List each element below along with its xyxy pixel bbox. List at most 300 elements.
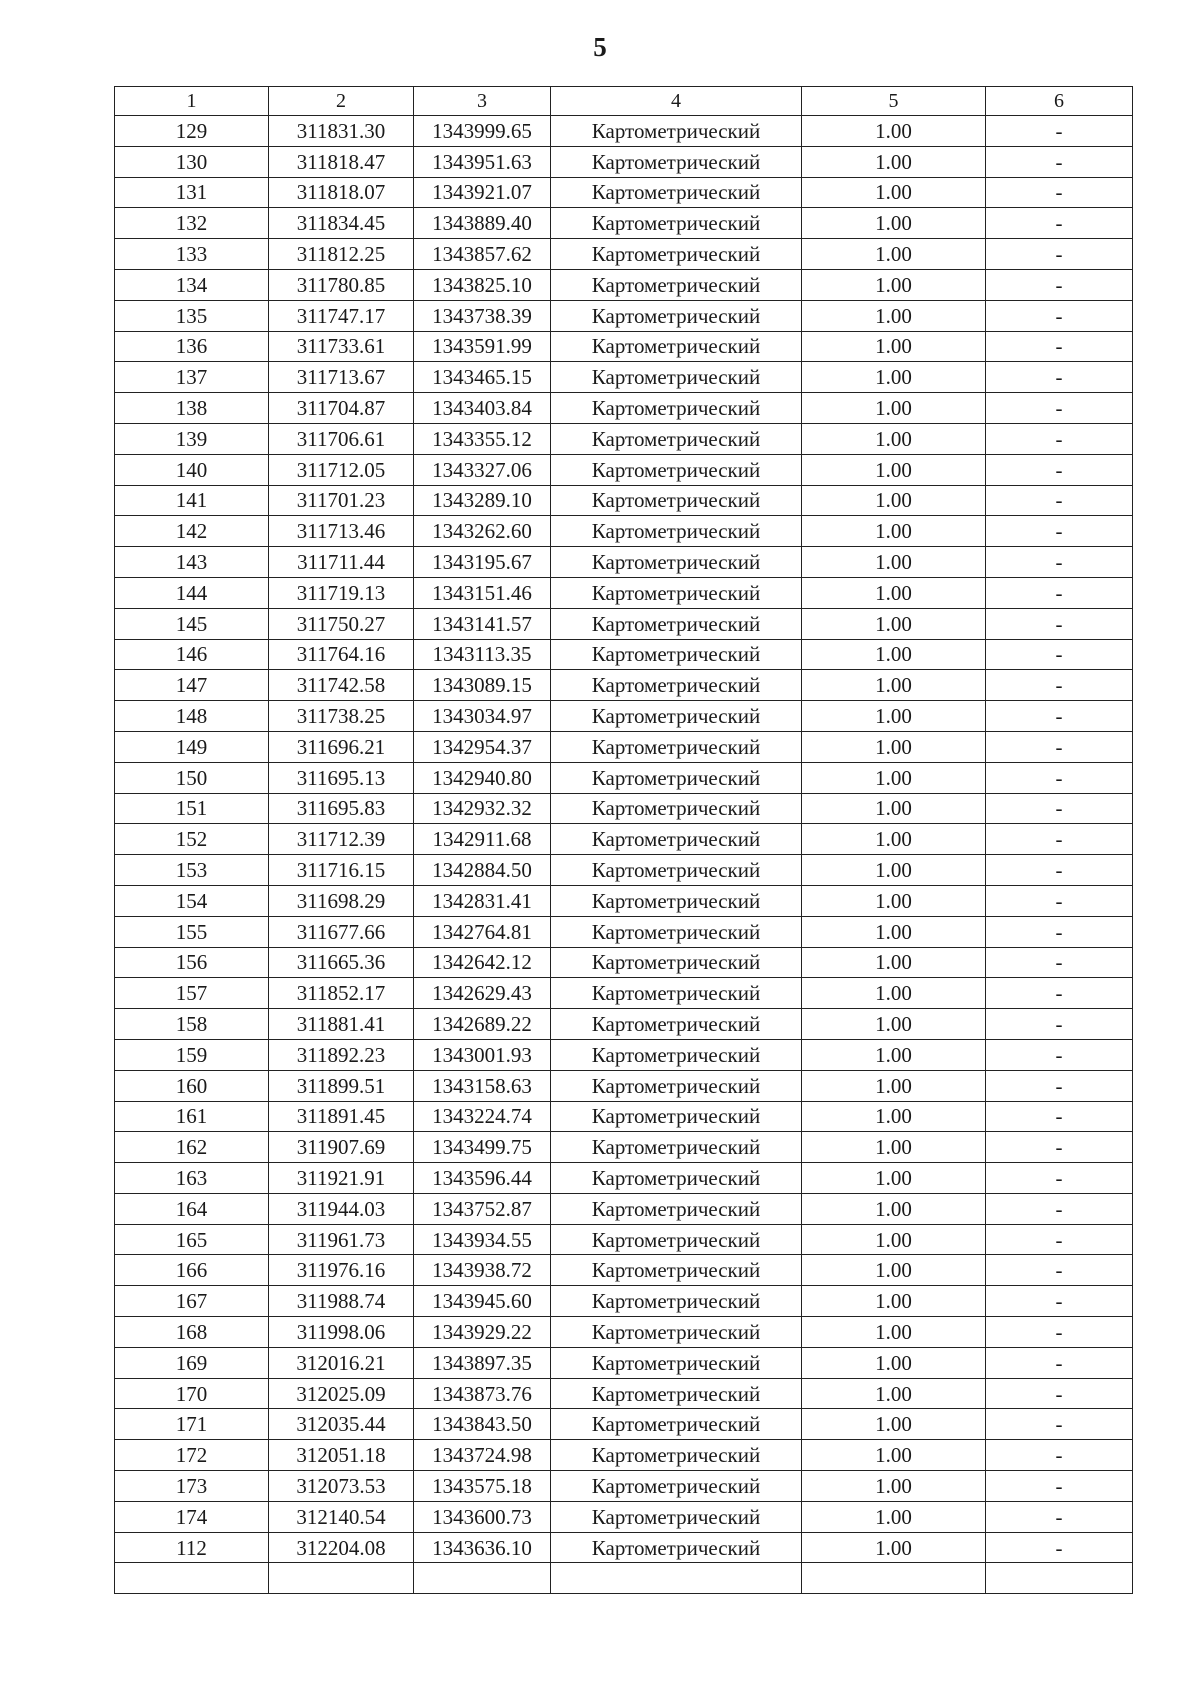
- cell-x: 311907.69: [269, 1132, 414, 1163]
- cell-accuracy: 1.00: [802, 639, 986, 670]
- cell-y: 1342911.68: [414, 824, 551, 855]
- cell-description: -: [986, 1193, 1133, 1224]
- cell-description: -: [986, 516, 1133, 547]
- table-row: [115, 701, 1133, 732]
- cell-point-number: 137: [115, 362, 269, 393]
- cell-method: Картометрический: [551, 793, 802, 824]
- cell-point-number: 165: [115, 1224, 269, 1255]
- cell-point-number: 140: [115, 454, 269, 485]
- cell-accuracy: 1.00: [802, 824, 986, 855]
- cell-y: 1343499.75: [414, 1132, 551, 1163]
- cell-x: 311818.47: [269, 146, 414, 177]
- cell-accuracy: 1.00: [802, 1132, 986, 1163]
- cell-x: 311695.13: [269, 762, 414, 793]
- cell-method: Картометрический: [551, 855, 802, 886]
- cell-accuracy: 1.00: [802, 239, 986, 270]
- cell-accuracy: 1.00: [802, 670, 986, 701]
- cell-description: -: [986, 701, 1133, 732]
- cell-y: 1343141.57: [414, 608, 551, 639]
- cell-x: 311701.23: [269, 485, 414, 516]
- cell-x: 311716.15: [269, 855, 414, 886]
- cell-point-number: 143: [115, 547, 269, 578]
- cell-description: -: [986, 577, 1133, 608]
- cell-description: -: [986, 239, 1133, 270]
- cell-x: 311750.27: [269, 608, 414, 639]
- cell-y: 1342689.22: [414, 1009, 551, 1040]
- cell-accuracy: 1.00: [802, 1070, 986, 1101]
- cell-point-number: 141: [115, 485, 269, 516]
- cell-accuracy: 1.00: [802, 423, 986, 454]
- cell-x: 311665.36: [269, 947, 414, 978]
- cell-x: 312204.08: [269, 1532, 414, 1563]
- cell-accuracy: 1.00: [802, 1347, 986, 1378]
- table-row: [115, 146, 1133, 177]
- cell-y: 1342932.32: [414, 793, 551, 824]
- table-row: [115, 208, 1133, 239]
- column-header-method: 4: [551, 87, 802, 116]
- cell-method: Картометрический: [551, 146, 802, 177]
- cell-point-number: 168: [115, 1317, 269, 1348]
- cell-x: 311719.13: [269, 577, 414, 608]
- cell-x: 311998.06: [269, 1317, 414, 1348]
- cell-method: Картометрический: [551, 1070, 802, 1101]
- cell-description: -: [986, 454, 1133, 485]
- cell-y: [414, 1563, 551, 1594]
- cell-x: 311713.67: [269, 362, 414, 393]
- column-header-y: 3: [414, 87, 551, 116]
- cell-accuracy: 1.00: [802, 1409, 986, 1440]
- cell-description: -: [986, 1163, 1133, 1194]
- cell-x: 311834.45: [269, 208, 414, 239]
- cell-method: Картометрический: [551, 1101, 802, 1132]
- table-header: [115, 87, 1133, 116]
- cell-x: 311677.66: [269, 916, 414, 947]
- cell-point-number: 158: [115, 1009, 269, 1040]
- cell-description: -: [986, 423, 1133, 454]
- cell-method: Картометрический: [551, 1317, 802, 1348]
- cell-description: -: [986, 1132, 1133, 1163]
- cell-point-number: 157: [115, 978, 269, 1009]
- cell-y: 1343929.22: [414, 1317, 551, 1348]
- cell-method: Картометрический: [551, 731, 802, 762]
- cell-point-number: 112: [115, 1532, 269, 1563]
- table-row: [115, 331, 1133, 362]
- cell-y: 1343945.60: [414, 1286, 551, 1317]
- cell-method: Картометрический: [551, 177, 802, 208]
- cell-description: -: [986, 1224, 1133, 1255]
- cell-y: 1343843.50: [414, 1409, 551, 1440]
- table-row: [115, 639, 1133, 670]
- cell-y: 1343897.35: [414, 1347, 551, 1378]
- cell-accuracy: 1.00: [802, 1039, 986, 1070]
- cell-method: Картометрический: [551, 1224, 802, 1255]
- cell-method: Картометрический: [551, 608, 802, 639]
- cell-accuracy: 1.00: [802, 331, 986, 362]
- cell-method: Картометрический: [551, 1039, 802, 1070]
- cell-description: -: [986, 1101, 1133, 1132]
- cell-description: -: [986, 1286, 1133, 1317]
- cell-description: -: [986, 362, 1133, 393]
- cell-x: 312073.53: [269, 1471, 414, 1502]
- cell-point-number: [115, 1563, 269, 1594]
- table-row: [115, 116, 1133, 147]
- table-row: [115, 577, 1133, 608]
- cell-point-number: 134: [115, 269, 269, 300]
- cell-y: 1342954.37: [414, 731, 551, 762]
- cell-method: Картометрический: [551, 885, 802, 916]
- cell-x: 311696.21: [269, 731, 414, 762]
- cell-description: -: [986, 1070, 1133, 1101]
- cell-y: 1343158.63: [414, 1070, 551, 1101]
- cell-description: -: [986, 916, 1133, 947]
- cell-accuracy: 1.00: [802, 978, 986, 1009]
- cell-y: 1343224.74: [414, 1101, 551, 1132]
- cell-y: 1343752.87: [414, 1193, 551, 1224]
- cell-x: 311881.41: [269, 1009, 414, 1040]
- table-row: [115, 1471, 1133, 1502]
- cell-accuracy: 1.00: [802, 362, 986, 393]
- cell-accuracy: 1.00: [802, 1255, 986, 1286]
- cell-y: 1343262.60: [414, 516, 551, 547]
- cell-y: 1343355.12: [414, 423, 551, 454]
- cell-accuracy: 1.00: [802, 1009, 986, 1040]
- cell-method: Картометрический: [551, 1255, 802, 1286]
- cell-point-number: 147: [115, 670, 269, 701]
- cell-accuracy: 1.00: [802, 701, 986, 732]
- table-row: [115, 1409, 1133, 1440]
- table-body: [115, 116, 1133, 1594]
- cell-point-number: 160: [115, 1070, 269, 1101]
- table-row: [115, 978, 1133, 1009]
- cell-description: -: [986, 639, 1133, 670]
- cell-point-number: 166: [115, 1255, 269, 1286]
- cell-y: 1342884.50: [414, 855, 551, 886]
- cell-description: -: [986, 670, 1133, 701]
- cell-y: 1343934.55: [414, 1224, 551, 1255]
- table-row: [115, 1532, 1133, 1563]
- table-row: [115, 947, 1133, 978]
- cell-x: 311976.16: [269, 1255, 414, 1286]
- cell-accuracy: 1.00: [802, 577, 986, 608]
- cell-accuracy: 1.00: [802, 393, 986, 424]
- cell-y: 1343857.62: [414, 239, 551, 270]
- cell-accuracy: 1.00: [802, 793, 986, 824]
- table-row: [115, 1070, 1133, 1101]
- cell-description: -: [986, 885, 1133, 916]
- cell-x: 311713.46: [269, 516, 414, 547]
- cell-method: Картометрический: [551, 1409, 802, 1440]
- cell-y: 1342831.41: [414, 885, 551, 916]
- cell-point-number: 144: [115, 577, 269, 608]
- cell-x: 311852.17: [269, 978, 414, 1009]
- cell-accuracy: 1.00: [802, 1317, 986, 1348]
- cell-description: -: [986, 762, 1133, 793]
- cell-y: 1343738.39: [414, 300, 551, 331]
- cell-y: 1343195.67: [414, 547, 551, 578]
- cell-description: -: [986, 731, 1133, 762]
- cell-accuracy: 1.00: [802, 1101, 986, 1132]
- cell-y: 1343113.35: [414, 639, 551, 670]
- cell-accuracy: 1.00: [802, 1471, 986, 1502]
- cell-point-number: 155: [115, 916, 269, 947]
- cell-method: Картометрический: [551, 577, 802, 608]
- table-row: [115, 423, 1133, 454]
- cell-y: 1343889.40: [414, 208, 551, 239]
- cell-y: 1342764.81: [414, 916, 551, 947]
- table-row: [115, 793, 1133, 824]
- table-row: [115, 762, 1133, 793]
- cell-y: 1343999.65: [414, 116, 551, 147]
- cell-point-number: 132: [115, 208, 269, 239]
- cell-x: 311780.85: [269, 269, 414, 300]
- cell-method: Картометрический: [551, 1501, 802, 1532]
- table-row: [115, 1317, 1133, 1348]
- cell-point-number: 162: [115, 1132, 269, 1163]
- cell-method: Картометрический: [551, 1532, 802, 1563]
- cell-x: 311706.61: [269, 423, 414, 454]
- cell-point-number: 169: [115, 1347, 269, 1378]
- cell-description: [986, 1563, 1133, 1594]
- cell-method: Картометрический: [551, 208, 802, 239]
- cell-method: Картометрический: [551, 1193, 802, 1224]
- cell-description: -: [986, 1471, 1133, 1502]
- cell-description: -: [986, 146, 1133, 177]
- table-row: [115, 1440, 1133, 1471]
- cell-method: Картометрический: [551, 116, 802, 147]
- table-row: [115, 362, 1133, 393]
- cell-description: -: [986, 947, 1133, 978]
- table-row: [115, 1286, 1133, 1317]
- cell-x: 311961.73: [269, 1224, 414, 1255]
- cell-y: 1343575.18: [414, 1471, 551, 1502]
- cell-method: Картометрический: [551, 1286, 802, 1317]
- cell-description: -: [986, 1532, 1133, 1563]
- cell-x: 312035.44: [269, 1409, 414, 1440]
- cell-accuracy: 1.00: [802, 1193, 986, 1224]
- cell-point-number: 154: [115, 885, 269, 916]
- cell-description: -: [986, 300, 1133, 331]
- cell-accuracy: 1.00: [802, 208, 986, 239]
- cell-point-number: 170: [115, 1378, 269, 1409]
- cell-x: 311711.44: [269, 547, 414, 578]
- cell-x: 311747.17: [269, 300, 414, 331]
- cell-description: -: [986, 331, 1133, 362]
- table-row: [115, 393, 1133, 424]
- cell-point-number: 174: [115, 1501, 269, 1532]
- cell-y: 1343724.98: [414, 1440, 551, 1471]
- cell-y: 1343001.93: [414, 1039, 551, 1070]
- cell-accuracy: 1.00: [802, 885, 986, 916]
- cell-x: 311899.51: [269, 1070, 414, 1101]
- cell-method: Картометрический: [551, 1440, 802, 1471]
- cell-point-number: 146: [115, 639, 269, 670]
- cell-description: -: [986, 1039, 1133, 1070]
- cell-method: Картометрический: [551, 978, 802, 1009]
- cell-method: Картометрический: [551, 393, 802, 424]
- column-header-x: 2: [269, 87, 414, 116]
- cell-accuracy: 1.00: [802, 547, 986, 578]
- cell-point-number: 150: [115, 762, 269, 793]
- cell-method: Картометрический: [551, 639, 802, 670]
- table-row: [115, 1378, 1133, 1409]
- cell-point-number: 173: [115, 1471, 269, 1502]
- cell-point-number: 148: [115, 701, 269, 732]
- cell-x: 311892.23: [269, 1039, 414, 1070]
- cell-y: 1343403.84: [414, 393, 551, 424]
- cell-point-number: 171: [115, 1409, 269, 1440]
- table-row: [115, 269, 1133, 300]
- cell-description: -: [986, 547, 1133, 578]
- cell-method: Картометрический: [551, 423, 802, 454]
- cell-y: 1342629.43: [414, 978, 551, 1009]
- table-row: [115, 1501, 1133, 1532]
- cell-method: Картометрический: [551, 947, 802, 978]
- cell-accuracy: 1.00: [802, 146, 986, 177]
- cell-x: 312025.09: [269, 1378, 414, 1409]
- cell-x: 312051.18: [269, 1440, 414, 1471]
- cell-point-number: 130: [115, 146, 269, 177]
- cell-y: 1343591.99: [414, 331, 551, 362]
- cell-point-number: 151: [115, 793, 269, 824]
- table-row: [115, 885, 1133, 916]
- cell-description: -: [986, 824, 1133, 855]
- cell-accuracy: 1.00: [802, 269, 986, 300]
- cell-description: -: [986, 608, 1133, 639]
- cell-method: Картометрический: [551, 1471, 802, 1502]
- cell-x: 311988.74: [269, 1286, 414, 1317]
- cell-point-number: 164: [115, 1193, 269, 1224]
- table-row: [115, 1347, 1133, 1378]
- page-number: 5: [593, 32, 607, 62]
- cell-accuracy: 1.00: [802, 1163, 986, 1194]
- cell-point-number: 133: [115, 239, 269, 270]
- cell-point-number: 156: [115, 947, 269, 978]
- cell-method: Картометрический: [551, 670, 802, 701]
- cell-x: 311812.25: [269, 239, 414, 270]
- cell-y: 1343034.97: [414, 701, 551, 732]
- table-row: [115, 824, 1133, 855]
- cell-method: Картометрический: [551, 269, 802, 300]
- cell-x: 311921.91: [269, 1163, 414, 1194]
- cell-x: 312140.54: [269, 1501, 414, 1532]
- cell-accuracy: 1.00: [802, 916, 986, 947]
- cell-description: -: [986, 978, 1133, 1009]
- coordinates-table: [114, 86, 1133, 1594]
- cell-method: Картометрический: [551, 762, 802, 793]
- cell-method: Картометрический: [551, 701, 802, 732]
- cell-x: 311712.39: [269, 824, 414, 855]
- cell-method: Картометрический: [551, 1347, 802, 1378]
- cell-y: 1342940.80: [414, 762, 551, 793]
- table-row: [115, 239, 1133, 270]
- cell-y: 1343921.07: [414, 177, 551, 208]
- cell-point-number: 153: [115, 855, 269, 886]
- table-row: [115, 1039, 1133, 1070]
- cell-method: Картометрический: [551, 1009, 802, 1040]
- header-row: [115, 87, 1133, 116]
- cell-x: 311742.58: [269, 670, 414, 701]
- cell-y: 1343951.63: [414, 146, 551, 177]
- cell-method: Картометрический: [551, 300, 802, 331]
- cell-point-number: 136: [115, 331, 269, 362]
- cell-accuracy: 1.00: [802, 177, 986, 208]
- cell-x: 311695.83: [269, 793, 414, 824]
- cell-description: -: [986, 393, 1133, 424]
- cell-x: 311818.07: [269, 177, 414, 208]
- cell-x: 311698.29: [269, 885, 414, 916]
- cell-description: -: [986, 269, 1133, 300]
- cell-method: Картометрический: [551, 331, 802, 362]
- cell-description: -: [986, 1347, 1133, 1378]
- cell-y: 1343089.15: [414, 670, 551, 701]
- cell-accuracy: 1.00: [802, 116, 986, 147]
- column-header-accuracy: 5: [802, 87, 986, 116]
- cell-accuracy: 1.00: [802, 454, 986, 485]
- table-row: [115, 547, 1133, 578]
- table-row: [115, 1563, 1133, 1594]
- cell-method: Картометрический: [551, 916, 802, 947]
- cell-point-number: 139: [115, 423, 269, 454]
- cell-method: Картометрический: [551, 824, 802, 855]
- cell-x: 311712.05: [269, 454, 414, 485]
- cell-accuracy: 1.00: [802, 1378, 986, 1409]
- cell-accuracy: 1.00: [802, 731, 986, 762]
- cell-x: 311704.87: [269, 393, 414, 424]
- table-row: [115, 1255, 1133, 1286]
- table-row: [115, 608, 1133, 639]
- cell-accuracy: 1.00: [802, 1501, 986, 1532]
- cell-description: -: [986, 177, 1133, 208]
- cell-description: -: [986, 1009, 1133, 1040]
- table-row: [115, 1163, 1133, 1194]
- cell-method: Картометрический: [551, 1132, 802, 1163]
- table-row: [115, 177, 1133, 208]
- cell-description: -: [986, 1501, 1133, 1532]
- cell-y: 1343873.76: [414, 1378, 551, 1409]
- cell-method: Картометрический: [551, 485, 802, 516]
- table-row: [115, 516, 1133, 547]
- cell-point-number: 142: [115, 516, 269, 547]
- cell-point-number: 163: [115, 1163, 269, 1194]
- table-row: [115, 300, 1133, 331]
- cell-x: 311738.25: [269, 701, 414, 732]
- table-row: [115, 1132, 1133, 1163]
- cell-x: 311944.03: [269, 1193, 414, 1224]
- cell-description: -: [986, 855, 1133, 886]
- cell-point-number: 159: [115, 1039, 269, 1070]
- column-header-point-number: 1: [115, 87, 269, 116]
- cell-method: Картометрический: [551, 547, 802, 578]
- cell-point-number: 152: [115, 824, 269, 855]
- cell-accuracy: 1.00: [802, 1532, 986, 1563]
- cell-accuracy: 1.00: [802, 1440, 986, 1471]
- cell-accuracy: 1.00: [802, 300, 986, 331]
- table-row: [115, 454, 1133, 485]
- cell-description: -: [986, 116, 1133, 147]
- cell-y: 1343596.44: [414, 1163, 551, 1194]
- cell-description: -: [986, 1255, 1133, 1286]
- cell-point-number: 138: [115, 393, 269, 424]
- cell-accuracy: 1.00: [802, 1224, 986, 1255]
- table-row: [115, 485, 1133, 516]
- cell-description: -: [986, 208, 1133, 239]
- cell-y: 1343289.10: [414, 485, 551, 516]
- cell-accuracy: 1.00: [802, 608, 986, 639]
- cell-accuracy: 1.00: [802, 855, 986, 886]
- cell-accuracy: 1.00: [802, 762, 986, 793]
- cell-method: [551, 1563, 802, 1594]
- table-row: [115, 1101, 1133, 1132]
